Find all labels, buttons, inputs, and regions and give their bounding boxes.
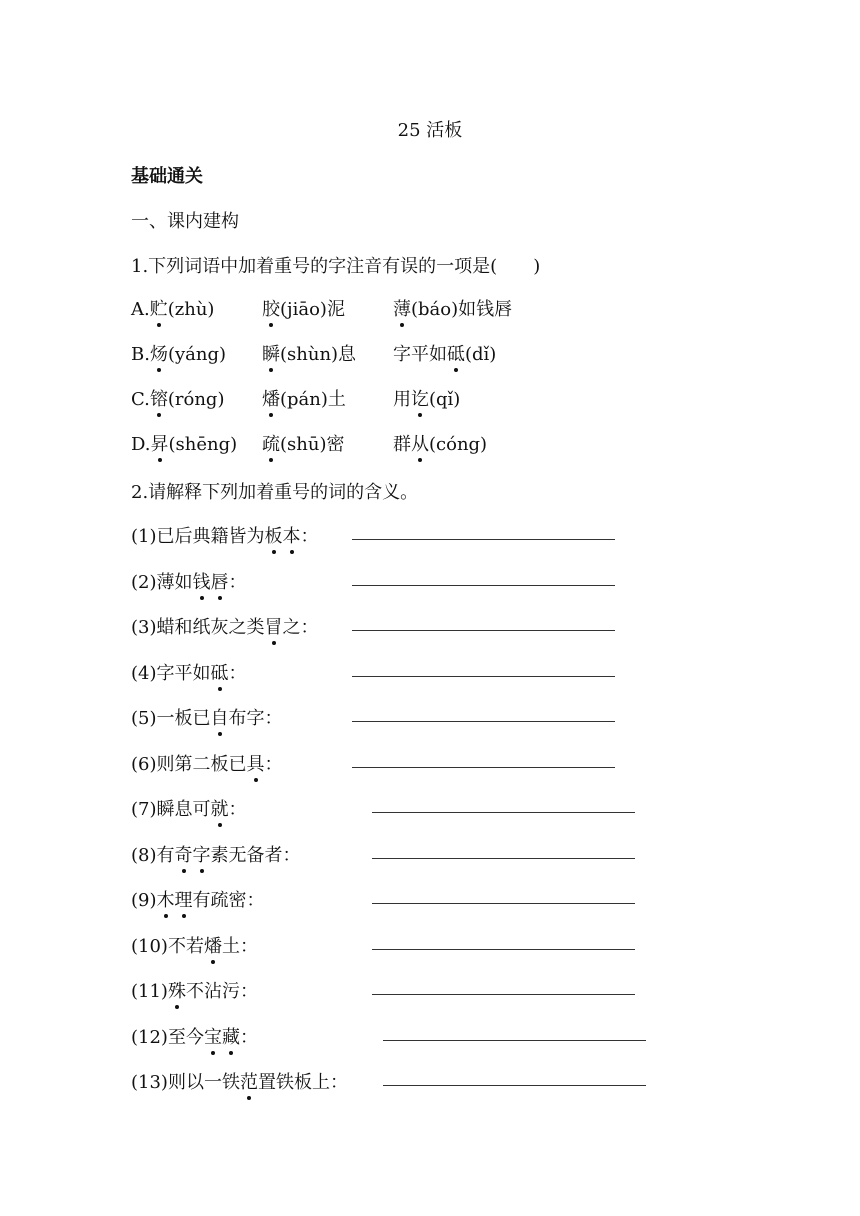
- option-d-term-2: [262, 430, 344, 456]
- emphasized-char: 唇: [211, 568, 229, 594]
- emphasized-char: 奇: [175, 841, 193, 867]
- item-text: (8)有: [131, 844, 175, 866]
- emphasized-word: [175, 845, 211, 866]
- item-text-tail: 素无备者：: [210, 844, 301, 866]
- term-prefix: 群: [393, 434, 411, 455]
- emphasized-word: [240, 1072, 258, 1093]
- item-text-tail: ：: [228, 662, 247, 684]
- emphasized-char: 字: [193, 841, 211, 867]
- item-text-tail: 之：: [282, 617, 319, 638]
- answer-blank-3[interactable]: [352, 630, 615, 631]
- part-heading: 一、课内建构: [131, 211, 239, 232]
- item-text-tail: ：: [228, 799, 247, 820]
- emphasized-word: [247, 754, 265, 775]
- pinyin-annotation: (báo)如钱唇: [411, 299, 513, 320]
- emphasized-word: [204, 936, 222, 957]
- answer-blank-6[interactable]: [352, 767, 615, 768]
- emphasized-char: 从: [411, 430, 429, 456]
- pinyin-annotation: (pán)土: [280, 389, 346, 410]
- pinyin-annotation: (shū)密: [280, 434, 345, 455]
- emphasized-char: 炀: [150, 340, 168, 366]
- term-prefix: 字平如: [393, 344, 447, 365]
- item-text: (11): [131, 981, 168, 1002]
- option-a-term-1: [131, 295, 214, 321]
- term-prefix: B.: [131, 344, 150, 365]
- definition-item-10: [131, 932, 258, 958]
- item-text: (6)则第二板已: [131, 753, 247, 775]
- emphasized-char: 昇: [151, 430, 169, 456]
- emphasized-char: 薄: [393, 295, 411, 321]
- emphasized-char: 范: [240, 1068, 258, 1094]
- emphasized-char: 瞬: [262, 340, 280, 366]
- answer-blank-2[interactable]: [352, 585, 615, 586]
- definition-item-6: [131, 750, 283, 776]
- definition-item-1: [131, 522, 319, 548]
- emphasized-char: 贮: [150, 295, 168, 321]
- pinyin-annotation: (cóng): [429, 434, 488, 455]
- answer-blank-1[interactable]: [352, 539, 615, 540]
- question-2-stem: 2.请解释下列加着重号的词的含义。: [131, 482, 419, 503]
- emphasized-word: [211, 799, 229, 820]
- answer-blank-8[interactable]: [372, 858, 635, 859]
- item-text: (2)薄如: [131, 571, 193, 593]
- pinyin-annotation: (dǐ): [465, 344, 497, 365]
- emphasized-char: 镕: [150, 385, 168, 411]
- emphasized-char: 燔: [204, 932, 222, 958]
- item-text: (3)蜡和纸灰之类: [131, 617, 265, 638]
- emphasized-char: 就: [211, 795, 229, 821]
- answer-blank-7[interactable]: [372, 812, 635, 813]
- option-c-term-2: [262, 385, 346, 411]
- option-b-term-3: [393, 340, 496, 366]
- definition-item-12: [131, 1023, 258, 1049]
- emphasized-char: 具: [247, 750, 265, 776]
- term-prefix: A.: [131, 299, 150, 320]
- pinyin-annotation: (shùn)息: [280, 344, 357, 365]
- emphasized-char: 燔: [262, 385, 280, 411]
- emphasized-char: 疏: [262, 430, 280, 456]
- emphasized-word: [193, 572, 229, 593]
- emphasized-char: 宝: [204, 1023, 222, 1049]
- item-text-tail: ：: [239, 1026, 258, 1048]
- item-text-tail: 有疏密：: [192, 890, 265, 911]
- emphasized-word: [168, 981, 186, 1002]
- answer-blank-11[interactable]: [372, 994, 635, 995]
- section-heading: 基础通关: [131, 166, 203, 187]
- definition-item-8: [131, 841, 301, 867]
- option-b-term-2: [262, 340, 356, 366]
- page-title: 25 活板: [397, 120, 463, 141]
- answer-blank-10[interactable]: [372, 949, 635, 950]
- pinyin-annotation: (yáng): [167, 344, 227, 365]
- item-text-tail: 置铁板上：: [257, 1072, 348, 1093]
- pinyin-annotation: (zhù): [167, 299, 215, 320]
- definition-item-11: [131, 977, 258, 1003]
- item-text: (4)字平如: [131, 662, 211, 684]
- emphasized-char: 冒: [265, 613, 283, 639]
- pinyin-annotation: (róng): [167, 389, 225, 410]
- item-text-tail: 不沾污：: [185, 981, 258, 1002]
- option-c-term-1: [131, 385, 224, 411]
- option-d-term-1: [131, 430, 237, 456]
- emphasized-word: [265, 617, 283, 638]
- option-b-term-1: [131, 340, 226, 366]
- item-text-tail: ：: [228, 571, 247, 593]
- emphasized-char: 殊: [168, 977, 186, 1003]
- term-prefix: D.: [131, 434, 151, 455]
- emphasized-char: 胶: [262, 295, 280, 321]
- pinyin-annotation: (jiāo)泥: [280, 299, 345, 320]
- emphasized-char: 木: [157, 886, 175, 912]
- definition-item-4: [131, 659, 247, 685]
- option-a-term-3: [393, 295, 512, 321]
- definition-item-9: [131, 886, 265, 912]
- emphasized-char: 藏: [222, 1023, 240, 1049]
- answer-blank-13[interactable]: [383, 1085, 646, 1086]
- answer-blank-4[interactable]: [352, 676, 615, 677]
- emphasized-word: [265, 526, 301, 547]
- emphasized-word: [157, 890, 193, 911]
- term-prefix: 用: [393, 389, 411, 410]
- definition-item-13: [131, 1068, 348, 1094]
- item-text: (13)则以一铁: [131, 1072, 240, 1093]
- item-text-tail: 布字：: [228, 708, 283, 729]
- emphasized-char: 讫: [411, 385, 429, 411]
- question-1-stem: 1.下列词语中加着重号的字注音有误的一项是( ): [131, 256, 541, 277]
- option-c-term-3: [393, 385, 460, 411]
- emphasized-word: [204, 1027, 240, 1048]
- item-text: (10)不若: [131, 935, 204, 957]
- item-text: (12)至今: [131, 1026, 204, 1048]
- item-text: (5)一板已: [131, 708, 211, 729]
- item-text-tail: ：: [264, 753, 283, 775]
- emphasized-char: 板: [265, 522, 283, 548]
- item-text: (9): [131, 890, 157, 911]
- definition-item-3: [131, 613, 319, 639]
- option-a-term-2: [262, 295, 345, 321]
- emphasized-word: [211, 663, 229, 684]
- option-d-term-3: [393, 430, 487, 456]
- emphasized-char: 理: [175, 886, 193, 912]
- pinyin-annotation: (shēng): [168, 434, 238, 455]
- definition-item-2: [131, 568, 247, 594]
- emphasized-char: 砥: [447, 340, 465, 366]
- term-prefix: C.: [131, 389, 150, 410]
- emphasized-char: 砥: [211, 659, 229, 685]
- emphasized-char: 钱: [193, 568, 211, 594]
- answer-blank-5[interactable]: [352, 721, 615, 722]
- item-text-tail: 土：: [221, 935, 258, 957]
- definition-item-5: [131, 704, 283, 730]
- definition-item-7: [131, 795, 247, 821]
- answer-blank-12[interactable]: [383, 1040, 646, 1041]
- answer-blank-9[interactable]: [372, 903, 635, 904]
- item-text: (1)已后典籍皆为: [131, 526, 265, 547]
- emphasized-char: 自: [211, 704, 229, 730]
- emphasized-word: [211, 708, 229, 729]
- emphasized-char: 本: [283, 522, 301, 548]
- item-text: (7)瞬息可: [131, 799, 211, 820]
- item-text-tail: ：: [300, 526, 319, 547]
- pinyin-annotation: (qǐ): [429, 389, 461, 410]
